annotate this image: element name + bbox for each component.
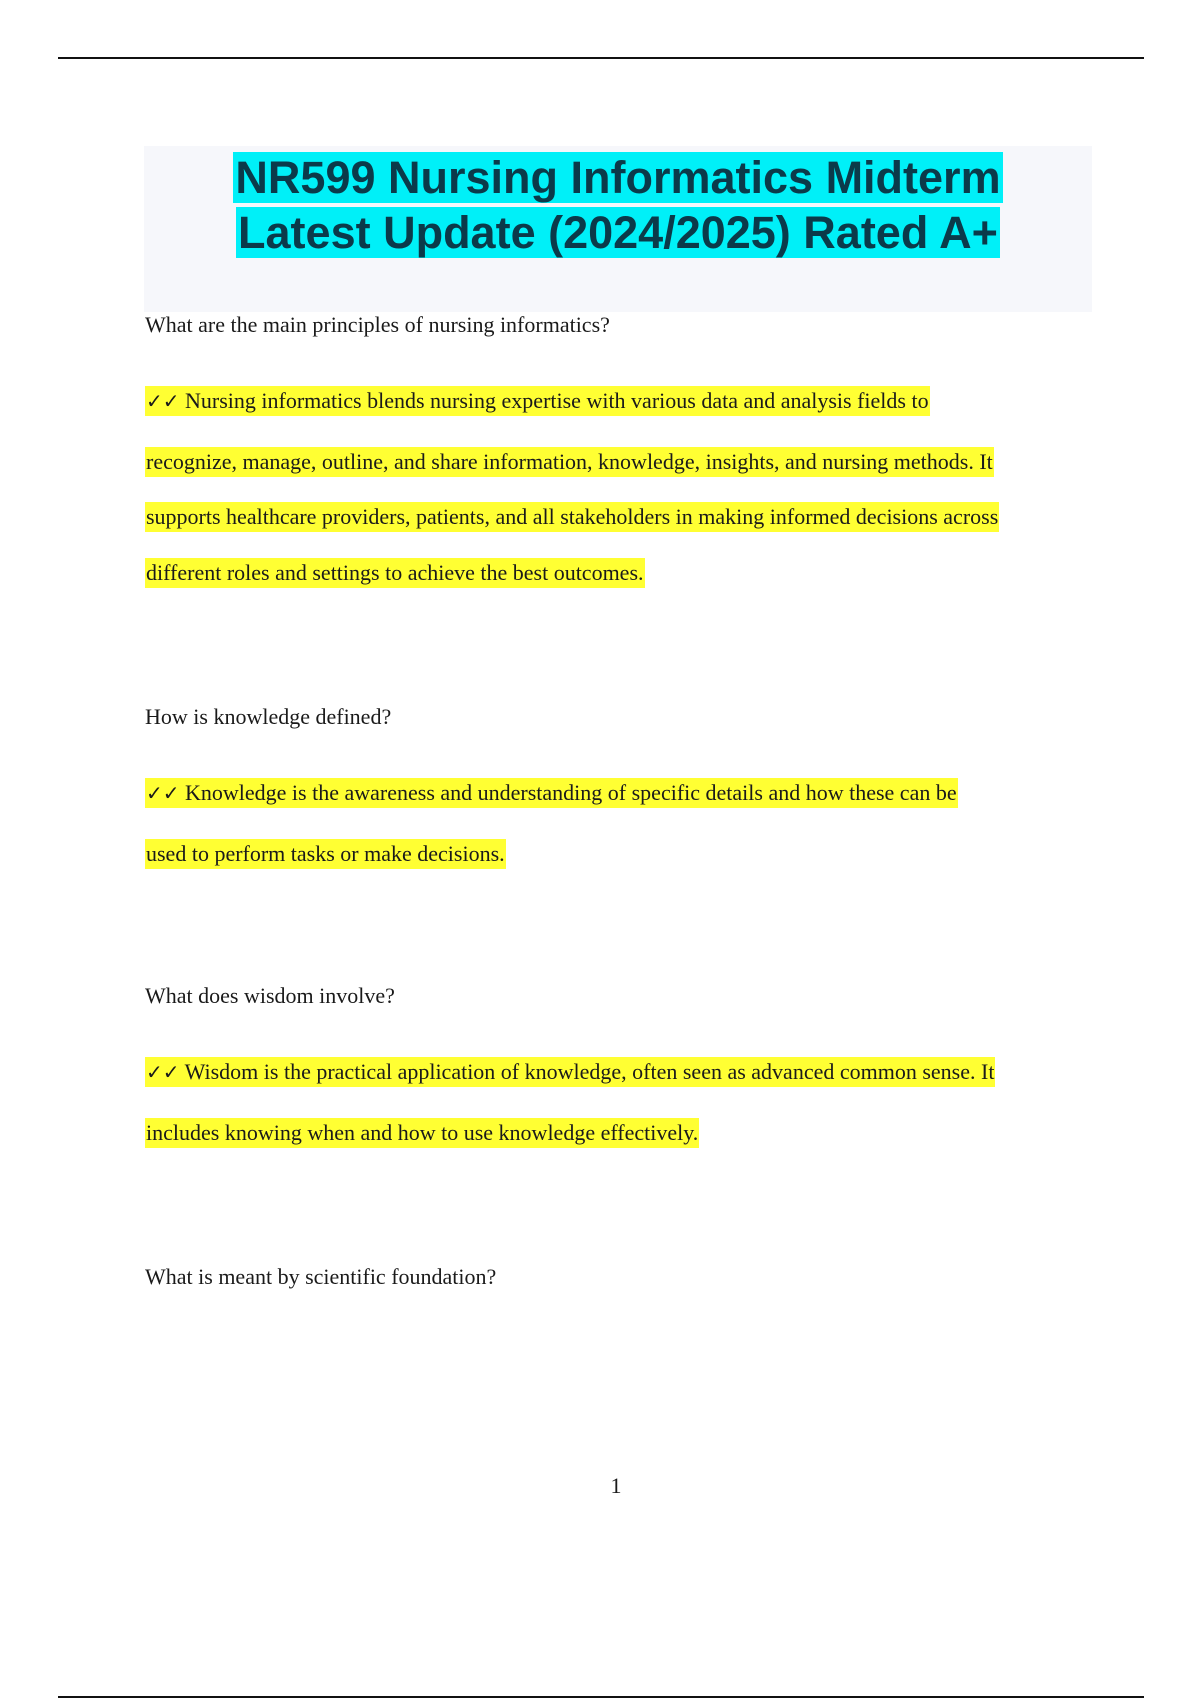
check-mark-icon: ✓✓ [146, 389, 180, 413]
answer-1-line-1: ✓✓ Nursing informatics blends nursing expertise with various data and analysis fields to [145, 388, 930, 414]
answer-1-line-2: recognize, manage, outline, and share information, knowledge, insights, and nursing methods. It [145, 449, 994, 475]
answer-1-line-4: different roles and settings to achieve the best outcomes. [145, 560, 645, 586]
answer-2-line-2: used to perform tasks or make decisions. [145, 841, 506, 867]
title-line-1: NR599 Nursing Informatics Midterm [235, 152, 1001, 203]
title-banner [144, 146, 1092, 312]
answer-1-line-3: supports healthcare providers, patients, and all stakeholders in making informed decisions across [145, 504, 999, 530]
question-3: What does wisdom involve? [145, 983, 395, 1008]
question-1: What are the main principles of nursing informatics? [145, 312, 610, 337]
check-mark-icon: ✓✓ [146, 1060, 180, 1084]
title-line-2: Latest Update (2024/2025) Rated A+ [238, 207, 998, 258]
answer-3-line-1: ✓✓ Wisdom is the practical application of knowledge, often seen as advanced common sense. It [145, 1059, 995, 1085]
check-mark-icon: ✓✓ [146, 781, 180, 805]
answer-3-line-2: includes knowing when and how to use knowledge effectively. [145, 1120, 699, 1146]
page-number: 1 [610, 1473, 622, 1498]
question-4: What is meant by scientific foundation? [145, 1264, 497, 1289]
question-2: How is knowledge defined? [145, 704, 392, 729]
document-title [144, 146, 1092, 260]
bottom-rule [58, 1696, 1144, 1698]
top-rule [58, 57, 1144, 59]
answer-2-line-1: ✓✓ Knowledge is the awareness and understanding of specific details and how these can be [145, 780, 958, 806]
